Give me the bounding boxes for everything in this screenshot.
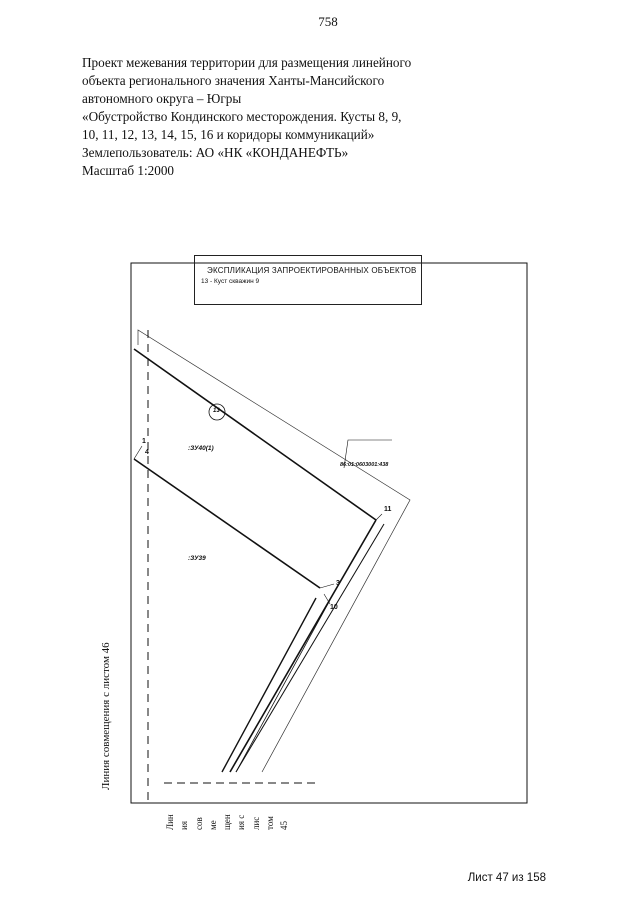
point-label: 11 [384,506,392,513]
header-line: автономного округа – Югры [82,91,242,106]
point-label: 1 [142,438,146,445]
parcel-label-top: :ЗУ40(1) [188,445,214,452]
header-line: «Обустройство Кондинского месторождения. Кусты 8, 9, [82,109,402,124]
header-line: Землепользователь: АО «НК «КОНДАНЕФТЬ» [82,145,349,160]
header-line: 10, 11, 12, 13, 14, 15, 16 и коридоры коммуникаций» [82,127,375,142]
page-number: 758 [318,14,338,29]
bottom-label-word: ия [179,821,190,830]
bottom-label-word: сов [193,817,204,830]
boundary-line [230,520,376,772]
outer-boundary [138,330,410,772]
bottom-label-word: ия с [236,814,247,830]
bottom-label-word: щен [222,814,232,830]
point-label: 4 [145,449,149,456]
explication-title: ЭКСПЛИКАЦИЯ ЗАПРОЕКТИРОВАННЫХ ОБЪЕКТОВ [207,266,417,275]
bottom-label-word: лис [250,816,261,830]
combination-line-label-left: Линия совмещения с листом 46 [100,642,112,790]
boundary-line [134,459,320,588]
explication-box [194,255,422,305]
header-line: Проект межевания территории для размещения линейного [82,55,412,70]
sheet-footer: Лист 47 из 158 [467,872,546,884]
bottom-label-word: мe [207,820,218,830]
object-number: 13 [213,408,220,414]
bottom-label-word: 45 [279,821,289,830]
boundary-line [236,600,330,772]
point-label: 3 [336,580,340,587]
cadastral-number: 86:01:0603001:438 [340,462,389,468]
explication-item: 13 - Куст скважин 9 [201,278,260,285]
bottom-label-word: том [264,816,275,830]
header-line: объекта регионального значения Ханты-Мансийского [82,73,385,88]
boundary-line [222,598,316,772]
header-line: Масштаб 1:2000 [82,163,175,178]
bottom-label-word: Лин [165,814,175,830]
boundary-line [134,349,376,520]
combination-line-label-bottom [165,798,291,830]
point-label: 10 [330,604,338,611]
parcel-label-main: :ЗУ39 [188,555,206,562]
map-frame [131,263,527,803]
boundary-line [236,524,384,772]
